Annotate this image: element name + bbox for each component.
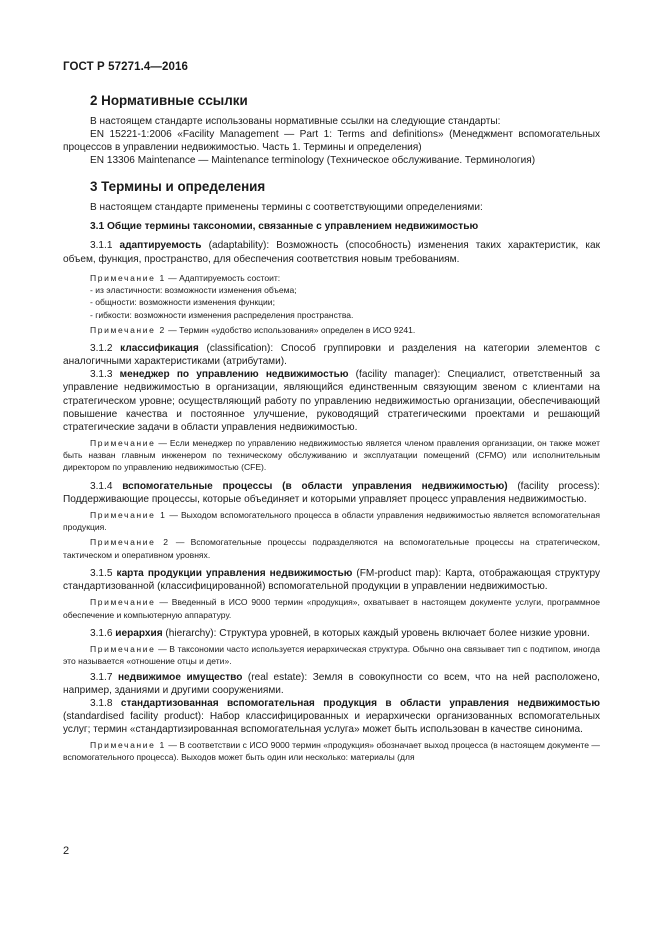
- term-3-1-4: 3.1.4 вспомогательные процессы (в области управления недвижимостью) (facility process): Поддерживающие процессы, которые объединяет и которыми управляет процесс управления недвижимостью.: [63, 480, 600, 505]
- standard-header: ГОСТ Р 57271.4—2016: [63, 61, 188, 73]
- note-3-1-1-item-3: - гибкости: возможности изменения распределения пространства.: [90, 309, 354, 320]
- term-3-1-8: 3.1.8 стандартизованная вспомогательная продукция в области управления недвижимостью (standardised facility product): Набор классифицированных и иерархически организованных вспомогательных услуг; термин «стандартизированная вспомогательная услуга» может быть использован в качестве синонима.: [63, 697, 600, 735]
- term-3-1-3-name: менеджер по управлению недвижимостью: [119, 369, 349, 381]
- note-3-1-3: Примечание — Если менеджер по управлению недвижимостью является членом правления организации, он также может быть назван главным инженером по техническому обслуживанию и эксплуатации помещений (CFMO) или исполнительным директором по управлению недвижимостью (CFE).: [63, 437, 600, 473]
- term-3-1-3: 3.1.3 менеджер по управлению недвижимостью (facility manager): Специалист, ответственный за управление недвижимостью в организации, являющийся единственным связующим звеном с клиентами на стратегическом уровне; осуществляющий работу по управлению недвижимостью организации, обеспечивающий повышение качества и постоянное улучшение, руководящий стратегическими проектами и решающий стратегические задачи в области управления недвижимостью.: [63, 369, 600, 433]
- term-3-1-1: 3.1.1 адаптируемость (adaptability): Возможность (способность) изменения таких характеристик, как объем, функция, пространство, для обеспечения соответствия новым требованиям.: [63, 240, 600, 265]
- note-3-1-4-b: Примечание 2 — Вспомогательные процессы подразделяются на вспомогательные процессы на стратегическом, тактическом и оперативном уровнях.: [63, 537, 600, 560]
- section-3-intro: В настоящем стандарте применены термины с соответствующими определениями:: [90, 202, 483, 214]
- note-3-1-6: Примечание — В таксономии часто используется иерархическая структура. Обычно она связывает тип с подтипом, иногда это называется «отношение отцы и дети».: [63, 643, 600, 667]
- reference-en-13306: EN 13306 Maintenance — Maintenance terminology (Техническое обслуживание. Терминология): [90, 155, 536, 167]
- term-3-1-5: 3.1.5 карта продукции управления недвижимостью (FM-product map): Карта, отображающая структуру стандартизованной (классифицированной) вспомогательной продукции в управлении недвижимостью.: [63, 568, 600, 593]
- document-body: [63, 92, 600, 764]
- note-3-1-1-item-2: - общности: возможности изменения функции;: [90, 297, 275, 308]
- note-3-1-1-a: Примечание 1 — Адаптируемость состоит:: [90, 272, 281, 283]
- note-3-1-1-b: Примечание 2 — Термин «удобство использования» определен в ИСО 9241.: [90, 324, 416, 335]
- reference-en-15221: EN 15221-1:2006 «Facility Management — Part 1: Terms and definitions» (Менеджмент вспомогательных процессов в управлении недвижимостью. Часть 1. Термины и определения): [63, 129, 600, 154]
- note-3-1-1-item-1: - из эластичности: возможности изменения объема;: [90, 284, 297, 295]
- subsection-3-1-title: 3.1 Общие термины таксономии, связанные с управлением недвижимостью: [90, 221, 479, 233]
- term-3-1-7: 3.1.7 недвижимое имущество (real estate): Земля в совокупности со всем, что на ней расположено, например, зданиями и другими сооружениями.: [63, 671, 600, 696]
- term-3-1-4-name: вспомогательные процессы (в области управления недвижимостью): [122, 480, 508, 492]
- term-3-1-5-name: карта продукции управления недвижимостью: [116, 568, 353, 580]
- note-3-1-4-a: Примечание 1 — Выходом вспомогательного процесса в области управления недвижимостью является вспомогательная продукция.: [63, 509, 600, 533]
- term-3-1-8-name: стандартизованная вспомогательная продукция в области управления недвижимостью: [120, 697, 600, 709]
- term-3-1-6: 3.1.6 иерархия (hierarchy): Структура уровней, в которых каждый уровень включает более низкие уровни.: [90, 627, 590, 639]
- term-3-1-6-name: иерархия: [115, 627, 163, 639]
- term-3-1-1-name: адаптируемость: [119, 240, 202, 252]
- term-3-1-7-name: недвижимое имущество: [117, 671, 243, 683]
- term-3-1-2-name: классификация: [120, 343, 199, 355]
- section-3-title: 3 Термины и определения: [90, 179, 266, 195]
- section-2-intro: В настоящем стандарте использованы нормативные ссылки на следующие стандарты:: [90, 116, 501, 127]
- page-number: 2: [63, 845, 70, 857]
- term-3-1-2: 3.1.2 классификация (classification): Способ группировки и разделения на категории элементов с аналогичными характеристиками (атрибутами).: [63, 343, 600, 368]
- note-3-1-8: Примечание 1 — В соответствии с ИСО 9000 термин «продукция» обозначает выход процесса (в настоящем документе — вспомогательного процесса). Выходов может быть один или несколько: материалы (для: [63, 740, 600, 763]
- section-2-title: 2 Нормативные ссылки: [90, 93, 248, 108]
- note-3-1-5: Примечание — Введенный в ИСО 9000 термин «продукция», охватывает в настоящем документе услуги, программное обеспечение и компьютерную аппаратуру.: [63, 597, 600, 620]
